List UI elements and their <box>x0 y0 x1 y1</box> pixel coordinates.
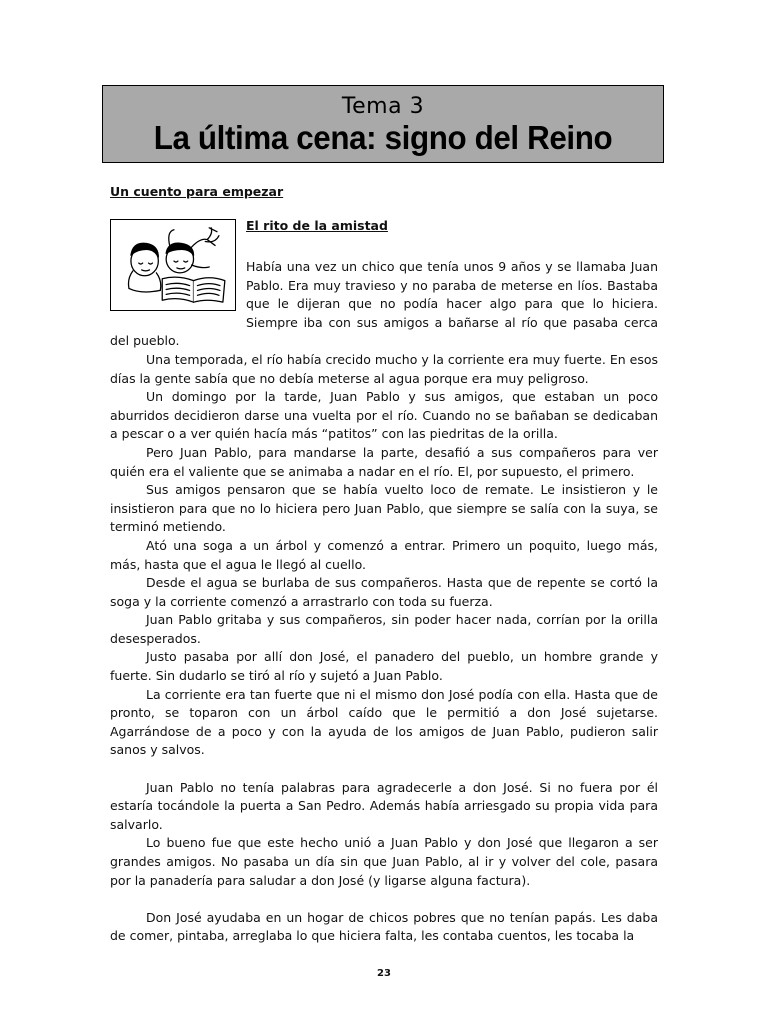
paragraph: Pero Juan Pablo, para mandarse la parte, desafió a sus compañeros para ver quién era el valiente que se animaba a nadar en el río. El, por supuesto, el primero. <box>110 444 658 479</box>
page-title: La última cena: signo del Reino <box>153 119 613 156</box>
paragraph: Una temporada, el río había crecido mucho y la corriente era muy fuerte. En esos días la gente sabía que no debía meterse al agua porque era muy peligroso. <box>110 351 658 386</box>
paragraph: Juan Pablo no tenía palabras para agradecerle a don José. Si no fuera por él estaría tocándole la puerta a San Pedro. Además había arriesgado su propia vida para salvarlo. <box>110 779 658 832</box>
paragraph: Había una vez un chico que tenía unos 9 años y se llamaba Juan Pablo. Era muy travieso y no paraba de meterse en líos. Bastaba que le dijeran que no podía hacer algo para que lo hiciera. Siempre iba con sus amigos a bañarse al río que pasaba cerca del pueblo. <box>110 259 658 349</box>
section-heading: Un cuento para empezar <box>110 184 284 199</box>
paragraph: Ató una soga a un árbol y comenzó a entrar. Primero un poquito, luego más, más, hasta que el agua le llegó al cuello. <box>110 537 658 572</box>
paragraph: Don José ayudaba en un hogar de chicos pobres que no tenían papás. Les daba de comer, pintaba, arreglaba lo que hiciera falta, les contaba cuentos, les tocaba la <box>110 909 658 944</box>
paragraph: Desde el agua se burlaba de sus compañeros. Hasta que de repente se cortó la soga y la corriente comenzó a arrastrarlo con toda su fuerza. <box>110 575 658 609</box>
paragraph: Lo bueno fue que este hecho unió a Juan Pablo y don José que llegaron a ser grandes amigos. No pasaba un día sin que Juan Pablo, al ir y volver del cole, pasara por la panadería para saludar a don José (y ligarse alguna factura). <box>110 835 658 888</box>
story-title: El rito de la amistad <box>246 218 388 233</box>
page-number: 23 <box>377 968 391 979</box>
paragraph: Sus amigos pensaron que se había vuelto loco de remate. Le insistieron y le insistieron para que no lo hiciera pero Juan Pablo, que siempre se salía con la suya, se terminó metiendo. <box>110 482 658 535</box>
paragraph: Justo pasaba por allí don José, el panadero del pueblo, un hombre grande y fuerte. Sin dudarlo se tiró al río y sujetó a Juan Pablo. <box>110 649 658 684</box>
story-body <box>110 258 658 946</box>
title-box <box>102 85 664 163</box>
chapter-label: Tema 3 <box>341 94 425 119</box>
paragraph: La corriente era tan fuerte que ni el mismo don José podía con ella. Hasta que de pronto, se toparon con un árbol caído que le permitió a don José sujetarse. Agarrándose de a poco y con la ayuda de los amigos de Juan Pablo, pudieron salir sanos y salvos. <box>110 686 658 758</box>
paragraph: Un domingo por la tarde, Juan Pablo y sus amigos, que estaban un poco aburridos decidieron darse una vuelta por el río. Cuando no se bañaban se dedicaban a pescar o a ver quién hacía más “patitos” con las piedritas de la orilla. <box>110 389 658 442</box>
paragraph: Juan Pablo gritaba y sus compañeros, sin poder hacer nada, corrían por la orilla desesperados. <box>110 612 658 646</box>
illustration-space <box>110 258 246 314</box>
